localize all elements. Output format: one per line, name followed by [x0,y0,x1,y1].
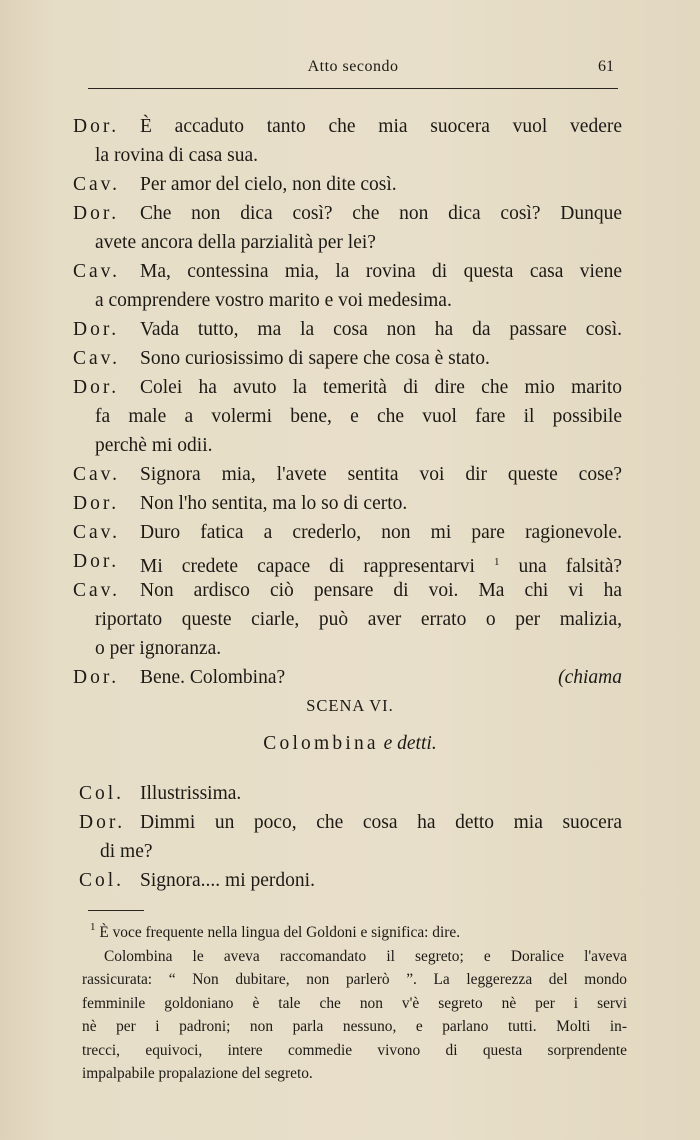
speaker-label: Dor. [79,812,126,833]
line-text: perchè mi odii. [95,435,213,456]
footnote-rule [88,910,144,911]
speaker-label: Dor. [73,667,120,688]
line-text: Signora mia, l'avete sentita voi dir queste cose? [140,464,622,485]
footnotes [82,916,627,1086]
speaker-label: Cav. [73,464,121,485]
dialogue-line [0,316,700,344]
line-text: o per ignoranza. [95,638,222,659]
speaker-label: Cav. [73,261,121,282]
character-name: Colombina [263,733,379,754]
speaker-label: Dor. [73,203,120,224]
dialogue-line [0,809,700,837]
line-text: Illustrissima. [140,783,242,804]
line-text: Colei ha avuto la temerità di dire che mio marito [140,377,622,398]
speaker-label: Cav. [73,522,121,543]
dialogue-line [0,664,700,692]
speaker-label: Cav. [73,174,121,195]
line-text: avete ancora della parzialità per lei? [95,232,376,253]
dialogue-line [0,838,700,866]
line-text: Duro fatica a crederlo, non mi pare ragionevole. [140,522,622,543]
line-text: la rovina di casa sua. [95,145,258,166]
line-text: riportato queste ciarle, può aver errato o per malizia, [95,609,622,630]
speaker-label: Dor. [73,551,120,572]
footnote-2-line: trecci, equivoci, intere commedie vivono di questa sorprendente [82,1041,627,1059]
dialogue-line [0,229,700,257]
dialogue-line [0,374,700,402]
speaker-label: Dor. [73,493,120,514]
footnote-2-line: femminile goldoniano è tale che non v'è segreto nè per i servi [82,994,627,1012]
running-header [88,58,618,88]
dialogue-line [0,548,700,576]
footnote-2-line: impalpabile propalazione del segreto. [82,1065,313,1082]
dialogue-line [0,606,700,634]
speaker-label: Dor. [73,377,120,398]
speaker-label: Cav. [73,580,121,601]
dialogue-line [0,519,700,547]
line-text: Dimmi un poco, che cosa ha detto mia suocera [140,812,622,833]
speaker-label: Col. [79,783,125,804]
line-text: Vada tutto, ma la cosa non ha da passare così. [140,319,622,340]
dialogue-line [0,287,700,315]
running-title: Atto secondo [307,58,399,75]
footnote-2-line: nè per i padroni; non parla nessuno, e parlano tutti. Molti in- [82,1018,627,1035]
footnote-text: È voce frequente nella lingua del Goldoni e significa: dire. [99,924,461,941]
stage-direction: (chiama [558,667,622,688]
dialogue-line [0,142,700,170]
dialogue-line [0,577,700,605]
line-text: fa male a volermi bene, e che vuol fare il possibile [95,406,622,427]
page-number: 61 [598,58,614,75]
dialogue-line [0,345,700,373]
footnote-mark: 1 [90,921,96,933]
dialogue-line [0,171,700,199]
character-rest: e detti. [383,733,437,754]
speaker-label: Cav. [73,348,121,369]
dialogue-line [0,461,700,489]
line-text: Non l'ho sentita, ma lo so di certo. [140,493,408,514]
footnote-2-line: rassicurata: “ Non dubitare, non parlerò ”. La leggerezza del mondo [82,971,627,988]
line-text: È accaduto tanto che mia suocera vuol vedere [140,116,622,137]
line-text: Non ardisco ciò pensare di voi. Ma chi vi ha [140,580,622,601]
dialogue-line [0,780,700,808]
speaker-label: Col. [79,870,125,891]
footnote-marker: 1 [493,556,500,568]
dialogue-line [0,200,700,228]
speaker-label: Dor. [73,319,120,340]
line-text: Per amor del cielo, non dite così. [140,174,397,195]
dialogue-line [0,635,700,663]
scene-characters [0,733,700,755]
line-text: Sono curiosissimo di sapere che cosa è stato. [140,348,490,369]
line-text: di me? [100,841,153,862]
line-text-part: Mi credete capace di rappresentarvi [140,556,475,577]
footnote-2-line: Colombina le aveva raccomandato il segreto; e Doralice l'aveva [104,947,627,965]
scene-heading: SCENA VI. [306,696,394,715]
dialogue-line [0,867,700,895]
dialogue-line [0,432,700,460]
speaker-label: Dor. [73,116,120,137]
line-text: Bene. Colombina? [140,667,286,688]
header-rule [88,88,618,89]
footnote-1 [82,916,627,940]
dialogue-line [0,490,700,518]
dialogue-line [0,113,700,141]
line-text: a comprendere vostro marito e voi medesima. [95,290,452,311]
dialogue-line [0,258,700,286]
line-text: Ma, contessina mia, la rovina di questa casa viene [140,261,622,282]
line-text: Che non dica così? che non dica così? Dunque [140,203,622,224]
line-text: Signora.... mi perdoni. [140,870,315,891]
dialogue-line [0,403,700,431]
line-text-part: una falsità? [518,556,623,577]
